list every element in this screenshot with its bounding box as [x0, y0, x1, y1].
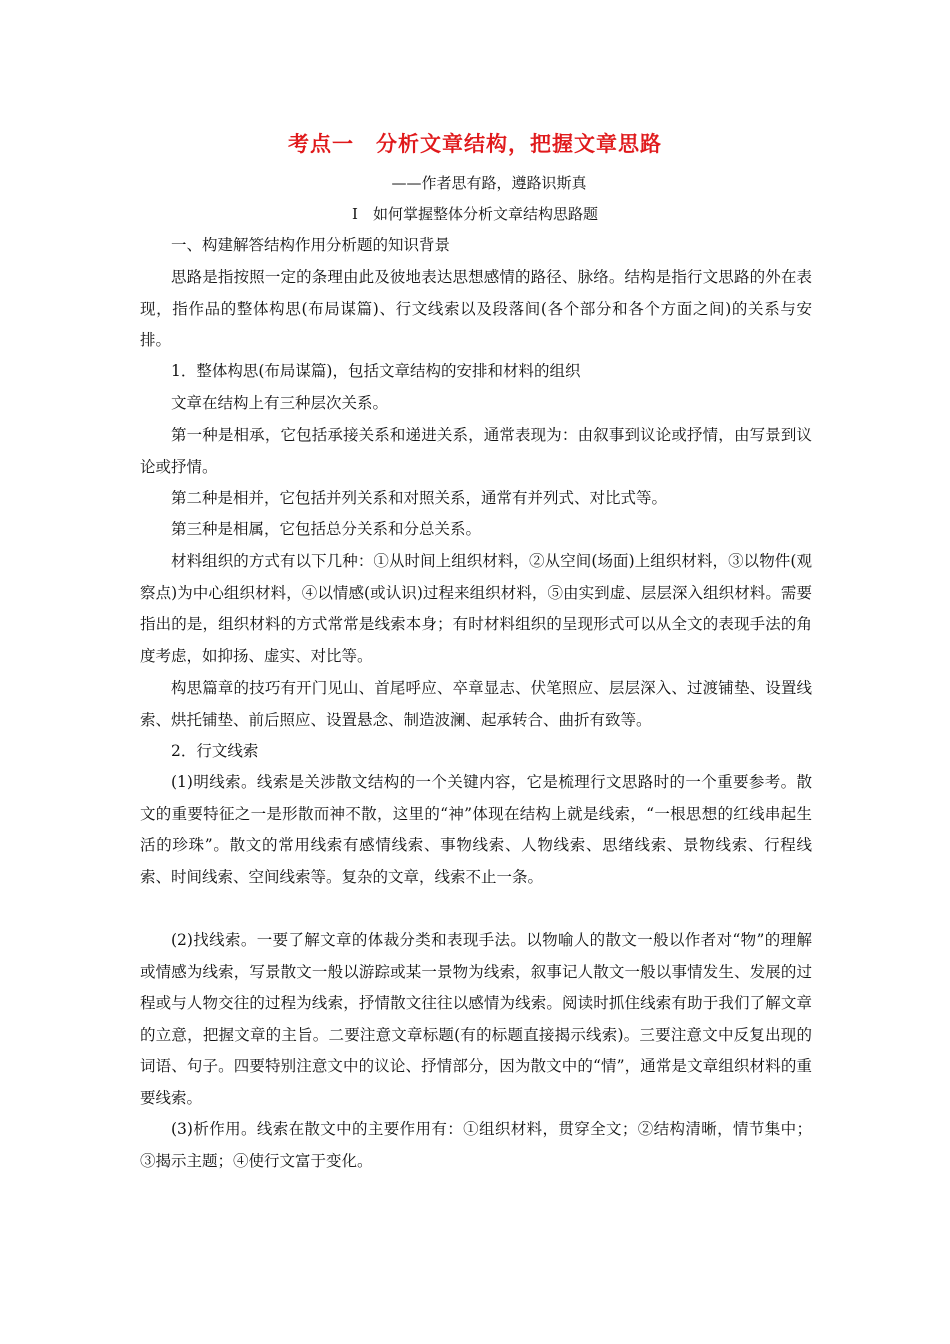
heading-knowledge-background: 一、构建解答结构作用分析题的知识背景	[171, 236, 451, 254]
document-subtitle: ——作者思有路，遵路识斯真	[391, 174, 587, 192]
paragraph-clear-clues: (1)明线索。线索是关涉散文结构的一个关键内容，它是梳理行文思路时的一个重要参考。散文的重要特征之一是形散而神不散，这里的“神”体现在结构上就是线索，“一根思想的红线串起生活的珍珠”。散文的常用线索有感情线索、事物线索、人物线索、思绪线索、景物线索、行程线索、时间线索、空间线索等。复杂的文章，线索不止一条。	[140, 773, 812, 886]
paragraph-definition: 思路是指按照一定的条理由此及彼地表达思想感情的路径、脉络。结构是指行文思路的外在表现，指作品的整体构思(布局谋篇)、行文线索以及段落间(各个部分和各个方面之间)的关系与安排。	[140, 268, 812, 349]
heading-writing-clues: 2．行文线索	[171, 742, 259, 760]
heading-overall-structure: 1．整体构思(布局谋篇)，包括文章结构的安排和材料的组织	[171, 362, 581, 380]
section-heading: Ⅰ 如何掌握整体分析文章结构思路题	[352, 205, 598, 223]
paragraph-third-relation: 第三种是相属，它包括总分关系和分总关系。	[171, 520, 482, 538]
paragraph-material-organization: 材料组织的方式有以下几种：①从时间上组织材料，②从空间(场面)上组织材料，③以物件(观察点)为中心组织材料，④以情感(或认识)过程来组织材料，⑤由实到虚、层层深入组织材料。需要指出的是，组织材料的方式常常是线索本身；有时材料组织的呈现形式可以从全文的表现手法的角度考虑，如抑扬、虚实、对比等。	[140, 552, 812, 665]
document-title: 考点一 分析文章结构，把握文章思路	[288, 131, 662, 156]
paragraph-find-clues: (2)找线索。一要了解文章的体裁分类和表现手法。以物喻人的散文一般以作者对“物”的理解或情感为线索，写景散文一般以游踪或某一景物为线索，叙事记人散文一般以事情发生、发展的过程或与人物交往的过程为线索，抒情散文往往以感情为线索。阅读时抓住线索有助于我们了解文章的立意，把握文章的主旨。二要注意文章标题(有的标题直接揭示线索)。三要注意文中反复出现的词语、句子。四要特别注意文中的议论、抒情部分，因为散文中的“情”，通常是文章组织材料的重要线索。	[140, 931, 812, 1107]
paragraph-composition-techniques: 构思篇章的技巧有开门见山、首尾呼应、卒章显志、伏笔照应、层层深入、过渡铺垫、设置线索、烘托铺垫、前后照应、设置悬念、制造波澜、起承转合、曲折有致等。	[140, 679, 812, 729]
paragraph-clue-function: (3)析作用。线索在散文中的主要作用有：①组织材料，贯穿全文；②结构清晰，情节集中；③揭示主题；④使行文富于变化。	[140, 1120, 812, 1170]
paragraph-first-relation: 第一种是相承，它包括承接关系和递进关系，通常表现为：由叙事到议论或抒情，由写景到议论或抒情。	[140, 426, 812, 476]
paragraph-second-relation: 第二种是相并，它包括并列关系和对照关系，通常有并列式、对比式等。	[171, 489, 668, 507]
paragraph-three-relations: 文章在结构上有三种层次关系。	[171, 394, 389, 412]
